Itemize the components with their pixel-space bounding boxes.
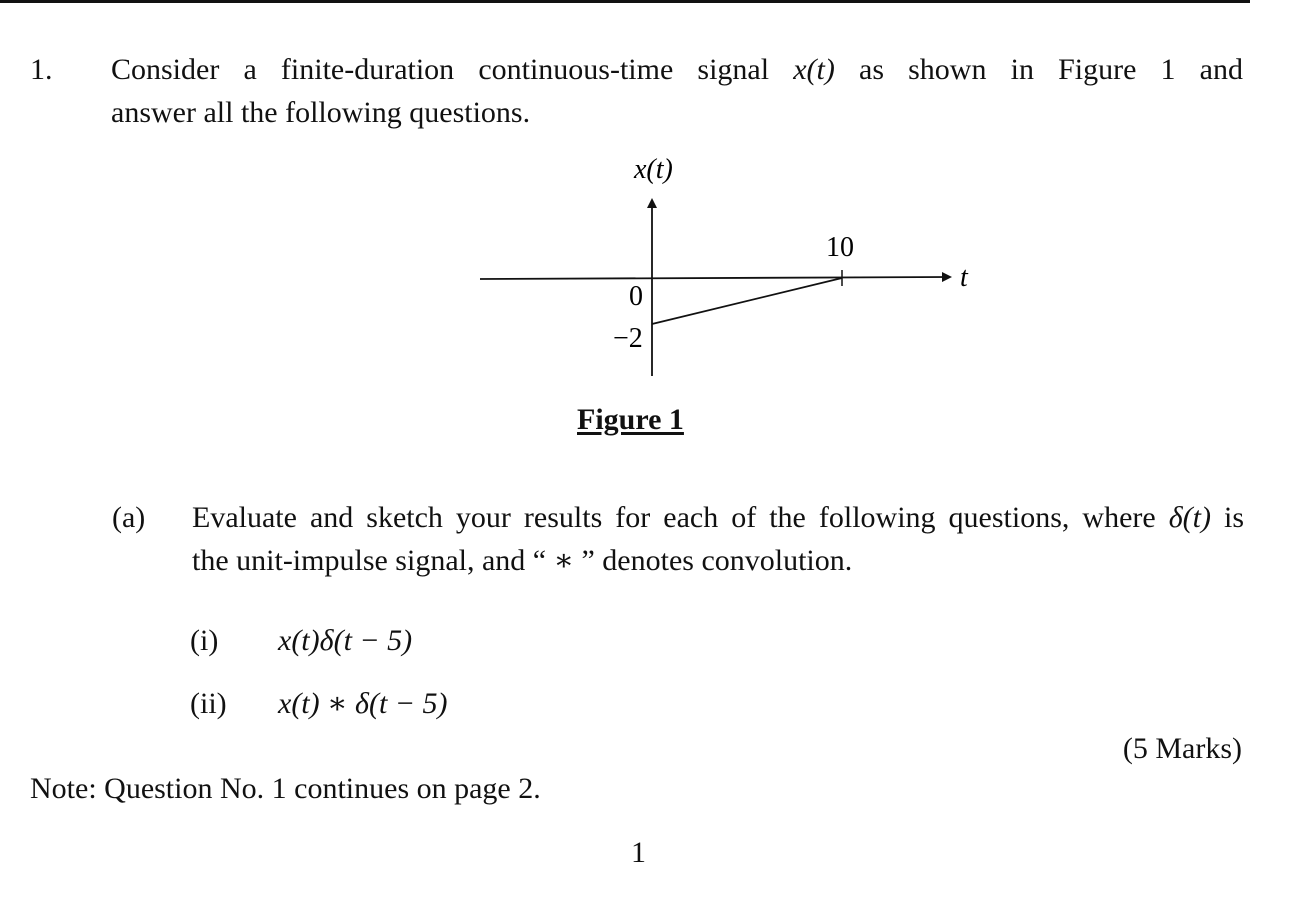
- tick-label-neg2: −2: [613, 323, 643, 354]
- question-stem-line2: answer all the following questions.: [111, 96, 531, 129]
- figure-caption: Figure 1: [577, 403, 684, 436]
- part-a-line1: [192, 500, 1244, 536]
- part-a-text-after: is: [1210, 501, 1245, 534]
- tick-label-10: 10: [826, 232, 854, 263]
- sub-question-ii-label: (ii): [190, 687, 227, 720]
- sub-question-i-label: (i): [190, 624, 219, 657]
- top-rule: [0, 0, 1250, 3]
- signal-segment: [652, 278, 842, 324]
- stem-text-after: as shown in Figure 1 and: [834, 53, 1243, 86]
- page-number: 1: [631, 836, 646, 869]
- sub-question-ii-expression: x(t) ∗ δ(t − 5): [278, 687, 448, 720]
- figure-1-plot: [470, 150, 990, 390]
- question-number: 1.: [30, 53, 53, 86]
- part-a-delta: δ(t): [1168, 501, 1211, 534]
- x-axis: [480, 277, 950, 279]
- y-axis-label: x(t): [634, 154, 673, 185]
- x-axis-label: t: [960, 262, 968, 293]
- sub-question-i-expression: x(t)δ(t − 5): [278, 624, 413, 657]
- continuation-note: Note: Question No. 1 continues on page 2.: [30, 772, 541, 805]
- marks-allocation: (5 Marks): [1122, 732, 1242, 765]
- part-a-label: (a): [112, 501, 146, 534]
- part-a-text-before: Evaluate and sketch your results for each of the following questions, where: [192, 501, 1169, 534]
- question-stem-line1: [111, 52, 1243, 88]
- stem-signal: x(t): [793, 53, 835, 86]
- tick-label-0: 0: [629, 281, 643, 312]
- part-a-line2: the unit-impulse signal, and “ ∗ ” denotes convolution.: [192, 544, 853, 577]
- stem-text-before: Consider a finite-duration continuous-time signal: [111, 53, 794, 86]
